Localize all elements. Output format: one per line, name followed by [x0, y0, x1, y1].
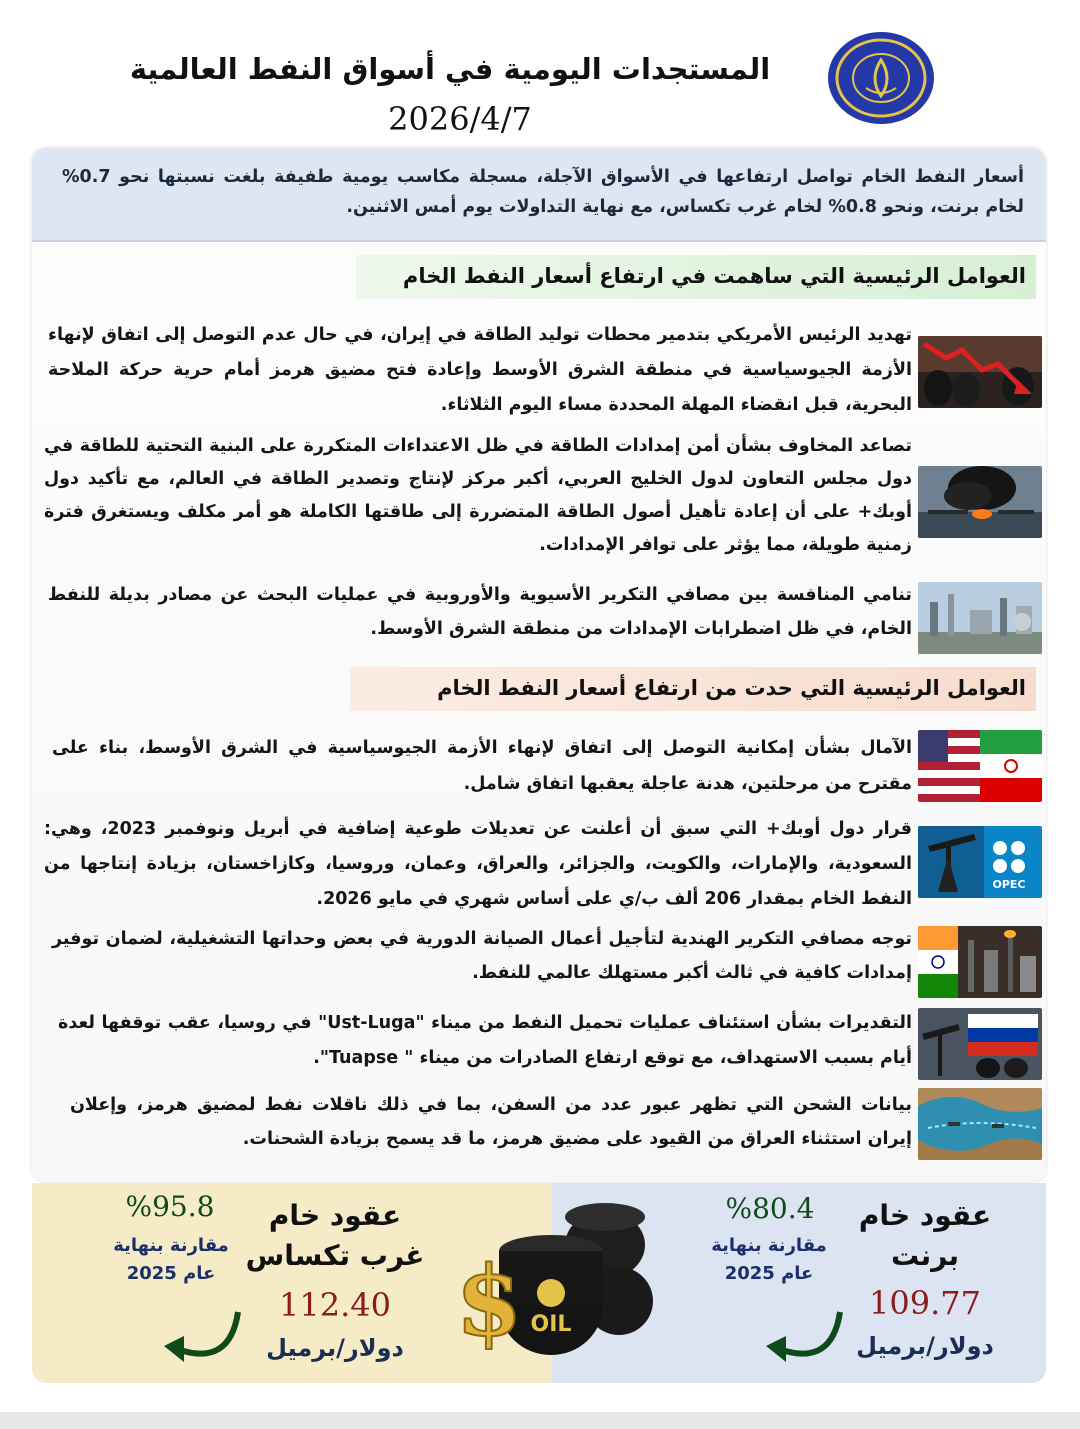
- oil-barrels-dollar-icon: [455, 1193, 655, 1363]
- brent-compare: [694, 1232, 844, 1288]
- section-heading-up: العوامل الرئيسية التي ساهمت في ارتفاع أسعار النفط الخام: [356, 255, 1036, 299]
- brent-title-line1: عقود خام: [858, 1199, 992, 1232]
- hormuz-map-icon: [918, 1088, 1042, 1160]
- factor-down-5: بيانات الشحن التي تظهر عبور عدد من السفن، بما في ذلك ناقلات نفط لمضيق هرمز، وإعلان إيران استثناء العراق من القيود على مضيق هرمز، ما قد يسمح بزيادة الشحنات.: [70, 1095, 912, 1149]
- page-title: المستجدات اليومية في أسواق النفط العالمية: [129, 52, 771, 86]
- report-date: 2026/4/7: [388, 100, 532, 138]
- russia-oil-icon: [918, 1008, 1042, 1080]
- brent-up-arrow-icon: [762, 1306, 848, 1376]
- brent-price: 109.77: [869, 1284, 981, 1322]
- wti-title-line2: غرب تكساس: [245, 1239, 425, 1272]
- brent-title-line2: برنت: [890, 1239, 960, 1272]
- wti-unit: دولار/برميل: [266, 1334, 404, 1362]
- barrel-oil-label: OIL: [530, 1312, 572, 1337]
- brent-compare-line1: مقارنة بنهاية: [711, 1235, 827, 1256]
- burning-facility-icon: [918, 466, 1042, 538]
- intro-text: أسعار النفط الخام تواصل ارتفاعها في الأسواق الآجلة، مسجلة مكاسب يومية طفيفة بلغت نسبتها نحو 0.7% لخام برنت، ونحو 0.8% لخام غرب تكساس، مع نهاية التداولات يوم أمس الاثنين.: [62, 167, 1024, 217]
- section-heading-down: العوامل الرئيسية التي حدت من ارتفاع أسعار النفط الخام: [350, 667, 1036, 711]
- us-iran-flags-icon: [918, 730, 1042, 802]
- factor-down-3: توجه مصافي التكرير الهندية لتأجيل أعمال الصيانة الدورية في بعض وحداتها التشغيلية، لضمان توفير إمدادات كافية في ثالث أكبر مستهلك عالمي للنفط.: [52, 929, 912, 983]
- brent-compare-line2: عام 2025: [724, 1263, 814, 1284]
- factor-down-2: قرار دول أوبك+ التي سبق أن أعلنت عن تعديلات طوعية إضافية في أبريل ونوفمبر 2023، وهي: السعودية، والإمارات، والكويت، والجزائر، والعراق، وعمان، وروسيا، وكازاخستان، بزيادة إنتاجها من النفط الخام بمقدار 206 ألف ب/ي على أساس شهري في مايو 2026.: [44, 819, 912, 909]
- wti-compare: [96, 1232, 246, 1288]
- wti-title-line1: عقود خام: [268, 1199, 402, 1232]
- factor-down-4: التقديرات بشأن استئناف عمليات تحميل النفط من ميناء "Ust-Luga" في روسيا، عقب توقفها لعدة أيام بسبب الاستهداف، مع توقع ارتفاع الصادرات من ميناء " Tuapse".: [58, 1013, 912, 1068]
- falling-chart-barrels-icon: [918, 336, 1042, 408]
- wti-change-pct: %95.8: [125, 1190, 215, 1223]
- factor-up-3: تنامي المنافسة بين مصافي التكرير الأسيوية والأوروبية في عمليات البحث عن مصادر بديلة للنفط الخام، في ظل اضطرابات الإمدادات من منطقة الشرق الأوسط.: [48, 585, 912, 639]
- wti-compare-line1: مقارنة بنهاية: [113, 1235, 229, 1256]
- intro-box: [32, 148, 1046, 242]
- factor-up-1: تهديد الرئيس الأمريكي بتدمير محطات توليد الطاقة في إيران، في حال عدم التوصل إلى اتفاق لإنهاء الأزمة الجيوسياسية في منطقة الشرق الأوسط وإعادة فتح مضيق هرمز أمام حرية حركة الملاحة البحرية، قبل انقضاء المهلة المحددة مساء اليوم الثلاثاء.: [48, 325, 912, 415]
- factor-down-1: الآمال بشأن إمكانية التوصل إلى اتفاق لإنهاء الأزمة الجيوسياسية في الشرق الأوسط، بناء على مقترح من مرحلتين، هدنة عاجلة يعقبها اتفاق شامل.: [52, 738, 912, 794]
- india-refinery-icon: [918, 926, 1042, 998]
- wti-up-arrow-icon: [160, 1306, 246, 1376]
- wti-title: [240, 1196, 430, 1276]
- factor-up-2: تصاعد المخاوف بشأن أمن إمدادات الطاقة في ظل الاعتداءات المتكررة على البنية التحتية للطاقة في دول مجلس التعاون لدول الخليج العربي، أكبر مركز لإنتاج وتصدير الطاقة في العالم، مع تأكيد دول أوبك+ على أن إعادة تأهيل أصول الطاقة المتضررة إلى طاقتها الكاملة هو أمر مكلف ويستغرق فترة زمنية طويلة، مما يؤثر على توافر الإمدادات.: [44, 436, 912, 555]
- dollar-sign: $: [455, 1245, 523, 1358]
- wti-compare-line2: عام 2025: [126, 1263, 216, 1284]
- opec-logo-text: OPEC: [992, 878, 1026, 891]
- oapec-logo-icon: [826, 30, 936, 126]
- wti-price: 112.40: [279, 1286, 391, 1324]
- brent-change-pct: %80.4: [725, 1192, 815, 1225]
- opec-pumpjack-icon: [918, 826, 1042, 898]
- refinery-icon: [918, 582, 1042, 654]
- brent-title: [850, 1196, 1000, 1276]
- brent-unit: دولار/برميل: [856, 1332, 994, 1360]
